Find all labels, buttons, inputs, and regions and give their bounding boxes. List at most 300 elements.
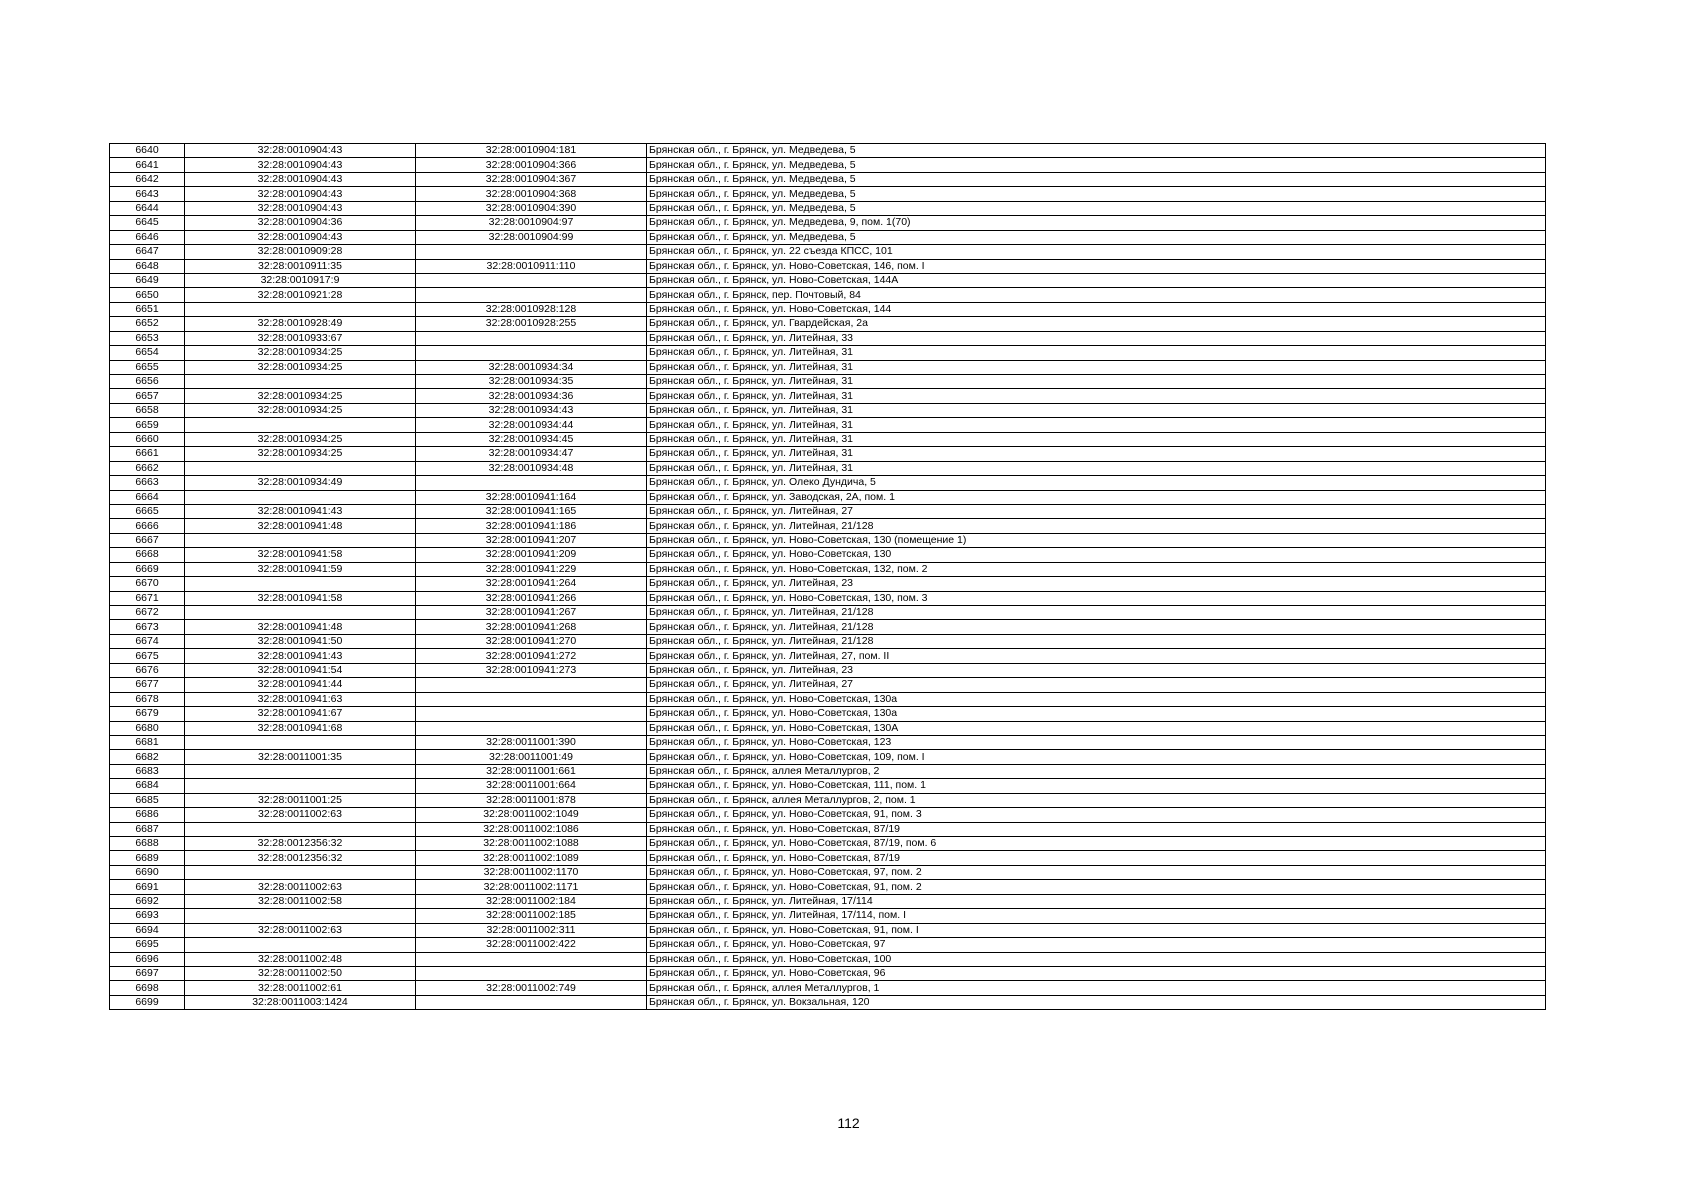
building-cadastral-cell	[416, 331, 647, 345]
building-cadastral-cell: 32:28:0011002:1088	[416, 837, 647, 851]
land-cadastral-cell: 32:28:0010941:50	[185, 634, 416, 648]
land-cadastral-cell: 32:28:0010941:48	[185, 620, 416, 634]
building-cadastral-cell	[416, 476, 647, 490]
land-cadastral-cell: 32:28:0012356:32	[185, 837, 416, 851]
row-number-cell: 6659	[110, 418, 185, 432]
row-number-cell: 6653	[110, 331, 185, 345]
building-cadastral-cell: 32:28:0010928:255	[416, 317, 647, 331]
building-cadastral-cell: 32:28:0011001:878	[416, 793, 647, 807]
table-row	[110, 201, 1546, 215]
building-cadastral-cell: 32:28:0010934:48	[416, 461, 647, 475]
land-cadastral-cell	[185, 764, 416, 778]
row-number-cell: 6661	[110, 447, 185, 461]
table-row	[110, 793, 1546, 807]
row-number-cell: 6677	[110, 678, 185, 692]
building-cadastral-cell: 32:28:0010941:164	[416, 490, 647, 504]
land-cadastral-cell: 32:28:0010934:25	[185, 389, 416, 403]
address-cell: Брянская обл., г. Брянск, ул. Литейная, 21/128	[647, 620, 1546, 634]
row-number-cell: 6667	[110, 533, 185, 547]
row-number-cell: 6647	[110, 245, 185, 259]
address-cell: Брянская обл., г. Брянск, ул. Ново-Советская, 97, пом. 2	[647, 865, 1546, 879]
land-cadastral-cell: 32:28:0010941:44	[185, 678, 416, 692]
land-cadastral-cell: 32:28:0010941:63	[185, 692, 416, 706]
row-number-cell: 6660	[110, 432, 185, 446]
building-cadastral-cell: 32:28:0010941:209	[416, 548, 647, 562]
table-row	[110, 375, 1546, 389]
address-cell: Брянская обл., г. Брянск, ул. Литейная, 31	[647, 447, 1546, 461]
building-cadastral-cell: 32:28:0010911:110	[416, 259, 647, 273]
address-cell: Брянская обл., г. Брянск, ул. Медведева, 9, пом. 1(70)	[647, 216, 1546, 230]
land-cadastral-cell	[185, 375, 416, 389]
address-cell: Брянская обл., г. Брянск, пер. Почтовый, 84	[647, 288, 1546, 302]
address-cell: Брянская обл., г. Брянск, аллея Металлургов, 2, пом. 1	[647, 793, 1546, 807]
land-cadastral-cell: 32:28:0011002:48	[185, 952, 416, 966]
address-cell: Брянская обл., г. Брянск, ул. Ново-Советская, 96	[647, 966, 1546, 980]
land-cadastral-cell: 32:28:0012356:32	[185, 851, 416, 865]
building-cadastral-cell: 32:28:0011002:1170	[416, 865, 647, 879]
address-cell: Брянская обл., г. Брянск, ул. Ново-Советская, 144А	[647, 273, 1546, 287]
row-number-cell: 6699	[110, 995, 185, 1009]
address-cell: Брянская обл., г. Брянск, ул. Литейная, 31	[647, 360, 1546, 374]
building-cadastral-cell: 32:28:0011002:749	[416, 981, 647, 995]
row-number-cell: 6691	[110, 880, 185, 894]
registry-table	[109, 143, 1546, 1010]
building-cadastral-cell: 32:28:0010941:270	[416, 634, 647, 648]
row-number-cell: 6686	[110, 808, 185, 822]
table-row	[110, 187, 1546, 201]
land-cadastral-cell: 32:28:0011002:58	[185, 894, 416, 908]
address-cell: Брянская обл., г. Брянск, ул. Литейная, 27	[647, 504, 1546, 518]
address-cell: Брянская обл., г. Брянск, ул. Литейная, 27	[647, 678, 1546, 692]
building-cadastral-cell: 32:28:0010934:36	[416, 389, 647, 403]
table-row	[110, 230, 1546, 244]
row-number-cell: 6695	[110, 938, 185, 952]
table-row	[110, 461, 1546, 475]
land-cadastral-cell: 32:28:0011001:25	[185, 793, 416, 807]
land-cadastral-cell: 32:28:0011002:63	[185, 923, 416, 937]
table-row	[110, 750, 1546, 764]
table-row	[110, 504, 1546, 518]
building-cadastral-cell: 32:28:0010941:266	[416, 591, 647, 605]
table-row	[110, 721, 1546, 735]
land-cadastral-cell: 32:28:0010909:28	[185, 245, 416, 259]
table-row	[110, 418, 1546, 432]
row-number-cell: 6658	[110, 403, 185, 417]
row-number-cell: 6642	[110, 172, 185, 186]
building-cadastral-cell: 32:28:0010934:35	[416, 375, 647, 389]
row-number-cell: 6676	[110, 663, 185, 677]
building-cadastral-cell: 32:28:0011001:661	[416, 764, 647, 778]
table-row	[110, 360, 1546, 374]
land-cadastral-cell: 32:28:0010911:35	[185, 259, 416, 273]
building-cadastral-cell: 32:28:0011002:422	[416, 938, 647, 952]
building-cadastral-cell: 32:28:0011002:1049	[416, 808, 647, 822]
page-number: 112	[837, 1115, 860, 1131]
land-cadastral-cell	[185, 779, 416, 793]
land-cadastral-cell: 32:28:0010941:58	[185, 591, 416, 605]
table-row	[110, 389, 1546, 403]
building-cadastral-cell: 32:28:0010941:165	[416, 504, 647, 518]
building-cadastral-cell	[416, 678, 647, 692]
building-cadastral-cell: 32:28:0010941:268	[416, 620, 647, 634]
address-cell: Брянская обл., г. Брянск, ул. Ново-Советская, 130 (помещение 1)	[647, 533, 1546, 547]
row-number-cell: 6651	[110, 302, 185, 316]
building-cadastral-cell: 32:28:0010928:128	[416, 302, 647, 316]
building-cadastral-cell: 32:28:0010934:43	[416, 403, 647, 417]
row-number-cell: 6687	[110, 822, 185, 836]
land-cadastral-cell: 32:28:0010934:25	[185, 403, 416, 417]
building-cadastral-cell: 32:28:0010904:390	[416, 201, 647, 215]
table-row	[110, 663, 1546, 677]
table-row	[110, 331, 1546, 345]
table-row	[110, 490, 1546, 504]
table-row	[110, 577, 1546, 591]
table-row	[110, 981, 1546, 995]
building-cadastral-cell: 32:28:0010904:368	[416, 187, 647, 201]
address-cell: Брянская обл., г. Брянск, ул. Ново-Советская, 109, пом. I	[647, 750, 1546, 764]
address-cell: Брянская обл., г. Брянск, аллея Металлургов, 2	[647, 764, 1546, 778]
table-row	[110, 837, 1546, 851]
address-cell: Брянская обл., г. Брянск, ул. Литейная, 31	[647, 418, 1546, 432]
address-cell: Брянская обл., г. Брянск, ул. Литейная, 23	[647, 577, 1546, 591]
building-cadastral-cell: 32:28:0010941:207	[416, 533, 647, 547]
building-cadastral-cell	[416, 273, 647, 287]
address-cell: Брянская обл., г. Брянск, ул. Медведева, 5	[647, 230, 1546, 244]
address-cell: Брянская обл., г. Брянск, ул. Ново-Советская, 130	[647, 548, 1546, 562]
row-number-cell: 6644	[110, 201, 185, 215]
row-number-cell: 6682	[110, 750, 185, 764]
table-row	[110, 952, 1546, 966]
address-cell: Брянская обл., г. Брянск, ул. Ново-Советская, 130а	[647, 692, 1546, 706]
row-number-cell: 6689	[110, 851, 185, 865]
address-cell: Брянская обл., г. Брянск, ул. Литейная, 21/128	[647, 634, 1546, 648]
table-row	[110, 779, 1546, 793]
row-number-cell: 6646	[110, 230, 185, 244]
building-cadastral-cell	[416, 245, 647, 259]
building-cadastral-cell: 32:28:0010941:229	[416, 562, 647, 576]
table-row	[110, 620, 1546, 634]
building-cadastral-cell: 32:28:0010934:34	[416, 360, 647, 374]
table-row	[110, 880, 1546, 894]
table-row	[110, 909, 1546, 923]
row-number-cell: 6680	[110, 721, 185, 735]
address-cell: Брянская обл., г. Брянск, ул. Медведева, 5	[647, 158, 1546, 172]
land-cadastral-cell: 32:28:0010904:43	[185, 172, 416, 186]
table-row	[110, 808, 1546, 822]
land-cadastral-cell: 32:28:0010933:67	[185, 331, 416, 345]
land-cadastral-cell: 32:28:0011002:63	[185, 808, 416, 822]
land-cadastral-cell: 32:28:0010904:43	[185, 187, 416, 201]
address-cell: Брянская обл., г. Брянск, ул. Ново-Советская, 123	[647, 735, 1546, 749]
row-number-cell: 6697	[110, 966, 185, 980]
table-row	[110, 259, 1546, 273]
address-cell: Брянская обл., г. Брянск, ул. Литейная, 31	[647, 432, 1546, 446]
building-cadastral-cell: 32:28:0010941:272	[416, 649, 647, 663]
row-number-cell: 6674	[110, 634, 185, 648]
land-cadastral-cell: 32:28:0010941:58	[185, 548, 416, 562]
table-row	[110, 764, 1546, 778]
building-cadastral-cell: 32:28:0010941:186	[416, 519, 647, 533]
table-row	[110, 678, 1546, 692]
address-cell: Брянская обл., г. Брянск, ул. Литейная, 31	[647, 403, 1546, 417]
address-cell: Брянская обл., г. Брянск, ул. Ново-Советская, 132, пом. 2	[647, 562, 1546, 576]
land-cadastral-cell: 32:28:0010934:49	[185, 476, 416, 490]
land-cadastral-cell: 32:28:0010904:43	[185, 144, 416, 158]
row-number-cell: 6694	[110, 923, 185, 937]
row-number-cell: 6666	[110, 519, 185, 533]
address-cell: Брянская обл., г. Брянск, ул. Литейная, 31	[647, 389, 1546, 403]
building-cadastral-cell: 32:28:0011002:1171	[416, 880, 647, 894]
row-number-cell: 6662	[110, 461, 185, 475]
row-number-cell: 6656	[110, 375, 185, 389]
row-number-cell: 6696	[110, 952, 185, 966]
address-cell: Брянская обл., г. Брянск, ул. Ново-Советская, 144	[647, 302, 1546, 316]
address-cell: Брянская обл., г. Брянск, ул. Ново-Советская, 111, пом. 1	[647, 779, 1546, 793]
land-cadastral-cell: 32:28:0010904:43	[185, 158, 416, 172]
row-number-cell: 6683	[110, 764, 185, 778]
building-cadastral-cell: 32:28:0011002:1086	[416, 822, 647, 836]
address-cell: Брянская обл., г. Брянск, ул. Ново-Советская, 87/19, пом. 6	[647, 837, 1546, 851]
address-cell: Брянская обл., г. Брянск, ул. Медведева, 5	[647, 187, 1546, 201]
row-number-cell: 6675	[110, 649, 185, 663]
row-number-cell: 6678	[110, 692, 185, 706]
land-cadastral-cell	[185, 577, 416, 591]
row-number-cell: 6650	[110, 288, 185, 302]
address-cell: Брянская обл., г. Брянск, аллея Металлургов, 1	[647, 981, 1546, 995]
address-cell: Брянская обл., г. Брянск, ул. Литейная, 31	[647, 375, 1546, 389]
land-cadastral-cell	[185, 461, 416, 475]
row-number-cell: 6685	[110, 793, 185, 807]
address-cell: Брянская обл., г. Брянск, ул. Вокзальная, 120	[647, 995, 1546, 1009]
registry-table-body	[110, 144, 1546, 1010]
row-number-cell: 6698	[110, 981, 185, 995]
land-cadastral-cell: 32:28:0010941:43	[185, 504, 416, 518]
table-row	[110, 966, 1546, 980]
table-row	[110, 432, 1546, 446]
row-number-cell: 6693	[110, 909, 185, 923]
land-cadastral-cell: 32:28:0011003:1424	[185, 995, 416, 1009]
address-cell: Брянская обл., г. Брянск, ул. Медведева, 5	[647, 172, 1546, 186]
land-cadastral-cell	[185, 606, 416, 620]
address-cell: Брянская обл., г. Брянск, ул. Литейная, 21/128	[647, 606, 1546, 620]
land-cadastral-cell: 32:28:0011001:35	[185, 750, 416, 764]
land-cadastral-cell	[185, 735, 416, 749]
table-row	[110, 302, 1546, 316]
row-number-cell: 6668	[110, 548, 185, 562]
building-cadastral-cell: 32:28:0010904:366	[416, 158, 647, 172]
row-number-cell: 6641	[110, 158, 185, 172]
address-cell: Брянская обл., г. Брянск, ул. Литейная, 23	[647, 663, 1546, 677]
table-row	[110, 273, 1546, 287]
address-cell: Брянская обл., г. Брянск, ул. Медведева, 5	[647, 144, 1546, 158]
address-cell: Брянская обл., г. Брянск, ул. Литейная, 17/114	[647, 894, 1546, 908]
table-row	[110, 692, 1546, 706]
table-row	[110, 172, 1546, 186]
land-cadastral-cell: 32:28:0010934:25	[185, 360, 416, 374]
table-row	[110, 519, 1546, 533]
row-number-cell: 6679	[110, 707, 185, 721]
table-row	[110, 649, 1546, 663]
row-number-cell: 6648	[110, 259, 185, 273]
building-cadastral-cell: 32:28:0010941:264	[416, 577, 647, 591]
table-row	[110, 995, 1546, 1009]
building-cadastral-cell: 32:28:0011001:49	[416, 750, 647, 764]
row-number-cell: 6663	[110, 476, 185, 490]
land-cadastral-cell: 32:28:0010934:25	[185, 447, 416, 461]
table-row	[110, 533, 1546, 547]
land-cadastral-cell: 32:28:0010928:49	[185, 317, 416, 331]
building-cadastral-cell	[416, 288, 647, 302]
address-cell: Брянская обл., г. Брянск, ул. Литейная, 27, пом. II	[647, 649, 1546, 663]
building-cadastral-cell	[416, 995, 647, 1009]
row-number-cell: 6640	[110, 144, 185, 158]
address-cell: Брянская обл., г. Брянск, ул. Ново-Советская, 100	[647, 952, 1546, 966]
row-number-cell: 6673	[110, 620, 185, 634]
building-cadastral-cell: 32:28:0010941:273	[416, 663, 647, 677]
table-row	[110, 317, 1546, 331]
address-cell: Брянская обл., г. Брянск, ул. Гвардейская, 2а	[647, 317, 1546, 331]
building-cadastral-cell: 32:28:0010904:181	[416, 144, 647, 158]
table-row	[110, 591, 1546, 605]
table-row	[110, 288, 1546, 302]
building-cadastral-cell: 32:28:0011001:664	[416, 779, 647, 793]
address-cell: Брянская обл., г. Брянск, ул. Медведева, 5	[647, 201, 1546, 215]
table-row	[110, 606, 1546, 620]
land-cadastral-cell: 32:28:0010934:25	[185, 432, 416, 446]
row-number-cell: 6645	[110, 216, 185, 230]
land-cadastral-cell	[185, 865, 416, 879]
table-row	[110, 562, 1546, 576]
table-row	[110, 634, 1546, 648]
building-cadastral-cell: 32:28:0010934:45	[416, 432, 647, 446]
building-cadastral-cell: 32:28:0011001:390	[416, 735, 647, 749]
land-cadastral-cell: 32:28:0010941:48	[185, 519, 416, 533]
row-number-cell: 6652	[110, 317, 185, 331]
building-cadastral-cell: 32:28:0011002:185	[416, 909, 647, 923]
table-row	[110, 548, 1546, 562]
land-cadastral-cell: 32:28:0010941:43	[185, 649, 416, 663]
row-number-cell: 6657	[110, 389, 185, 403]
building-cadastral-cell: 32:28:0011002:311	[416, 923, 647, 937]
building-cadastral-cell: 32:28:0010904:97	[416, 216, 647, 230]
row-number-cell: 6665	[110, 504, 185, 518]
table-row	[110, 894, 1546, 908]
table-row	[110, 476, 1546, 490]
address-cell: Брянская обл., г. Брянск, ул. Ново-Советская, 130А	[647, 721, 1546, 735]
land-cadastral-cell	[185, 909, 416, 923]
land-cadastral-cell	[185, 490, 416, 504]
land-cadastral-cell: 32:28:0010941:68	[185, 721, 416, 735]
row-number-cell: 6655	[110, 360, 185, 374]
land-cadastral-cell: 32:28:0010921:28	[185, 288, 416, 302]
building-cadastral-cell: 32:28:0010904:367	[416, 172, 647, 186]
row-number-cell: 6670	[110, 577, 185, 591]
address-cell: Брянская обл., г. Брянск, ул. 22 съезда КПСС, 101	[647, 245, 1546, 259]
address-cell: Брянская обл., г. Брянск, ул. Заводская, 2А, пом. 1	[647, 490, 1546, 504]
building-cadastral-cell: 32:28:0010934:44	[416, 418, 647, 432]
table-row	[110, 346, 1546, 360]
address-cell: Брянская обл., г. Брянск, ул. Литейная, 31	[647, 346, 1546, 360]
building-cadastral-cell	[416, 707, 647, 721]
land-cadastral-cell: 32:28:0010941:67	[185, 707, 416, 721]
land-cadastral-cell	[185, 418, 416, 432]
table-row	[110, 822, 1546, 836]
address-cell: Брянская обл., г. Брянск, ул. Ново-Советская, 91, пом. 2	[647, 880, 1546, 894]
table-row	[110, 707, 1546, 721]
address-cell: Брянская обл., г. Брянск, ул. Литейная, 33	[647, 331, 1546, 345]
building-cadastral-cell: 32:28:0011002:184	[416, 894, 647, 908]
row-number-cell: 6672	[110, 606, 185, 620]
building-cadastral-cell: 32:28:0010941:267	[416, 606, 647, 620]
row-number-cell: 6681	[110, 735, 185, 749]
land-cadastral-cell	[185, 533, 416, 547]
table-row	[110, 403, 1546, 417]
building-cadastral-cell	[416, 966, 647, 980]
row-number-cell: 6684	[110, 779, 185, 793]
building-cadastral-cell: 32:28:0010934:47	[416, 447, 647, 461]
table-row	[110, 938, 1546, 952]
building-cadastral-cell	[416, 952, 647, 966]
land-cadastral-cell	[185, 938, 416, 952]
building-cadastral-cell	[416, 721, 647, 735]
row-number-cell: 6669	[110, 562, 185, 576]
address-cell: Брянская обл., г. Брянск, ул. Ново-Советская, 87/19	[647, 822, 1546, 836]
address-cell: Брянская обл., г. Брянск, ул. Литейная, 17/114, пом. I	[647, 909, 1546, 923]
land-cadastral-cell: 32:28:0010941:59	[185, 562, 416, 576]
land-cadastral-cell: 32:28:0011002:50	[185, 966, 416, 980]
building-cadastral-cell: 32:28:0010904:99	[416, 230, 647, 244]
land-cadastral-cell: 32:28:0010941:54	[185, 663, 416, 677]
land-cadastral-cell: 32:28:0010904:43	[185, 201, 416, 215]
row-number-cell: 6649	[110, 273, 185, 287]
land-cadastral-cell	[185, 822, 416, 836]
building-cadastral-cell	[416, 692, 647, 706]
row-number-cell: 6643	[110, 187, 185, 201]
table-row	[110, 144, 1546, 158]
table-row	[110, 447, 1546, 461]
building-cadastral-cell	[416, 346, 647, 360]
row-number-cell: 6671	[110, 591, 185, 605]
table-row	[110, 923, 1546, 937]
land-cadastral-cell: 32:28:0010934:25	[185, 346, 416, 360]
land-cadastral-cell: 32:28:0011002:61	[185, 981, 416, 995]
address-cell: Брянская обл., г. Брянск, ул. Литейная, 21/128	[647, 519, 1546, 533]
table-row	[110, 735, 1546, 749]
row-number-cell: 6688	[110, 837, 185, 851]
row-number-cell: 6690	[110, 865, 185, 879]
address-cell: Брянская обл., г. Брянск, ул. Ново-Советская, 146, пом. I	[647, 259, 1546, 273]
land-cadastral-cell: 32:28:0010917:9	[185, 273, 416, 287]
address-cell: Брянская обл., г. Брянск, ул. Ново-Советская, 91, пом. I	[647, 923, 1546, 937]
address-cell: Брянская обл., г. Брянск, ул. Ново-Советская, 130а	[647, 707, 1546, 721]
building-cadastral-cell: 32:28:0011002:1089	[416, 851, 647, 865]
address-cell: Брянская обл., г. Брянск, ул. Ново-Советская, 130, пом. 3	[647, 591, 1546, 605]
table-row	[110, 216, 1546, 230]
row-number-cell: 6692	[110, 894, 185, 908]
table-row	[110, 865, 1546, 879]
row-number-cell: 6664	[110, 490, 185, 504]
address-cell: Брянская обл., г. Брянск, ул. Литейная, 31	[647, 461, 1546, 475]
address-cell: Брянская обл., г. Брянск, ул. Ново-Советская, 87/19	[647, 851, 1546, 865]
land-cadastral-cell	[185, 302, 416, 316]
address-cell: Брянская обл., г. Брянск, ул. Олеко Дундича, 5	[647, 476, 1546, 490]
land-cadastral-cell: 32:28:0010904:36	[185, 216, 416, 230]
address-cell: Брянская обл., г. Брянск, ул. Ново-Советская, 91, пом. 3	[647, 808, 1546, 822]
land-cadastral-cell: 32:28:0010904:43	[185, 230, 416, 244]
table-row	[110, 245, 1546, 259]
land-cadastral-cell: 32:28:0011002:63	[185, 880, 416, 894]
table-row	[110, 851, 1546, 865]
